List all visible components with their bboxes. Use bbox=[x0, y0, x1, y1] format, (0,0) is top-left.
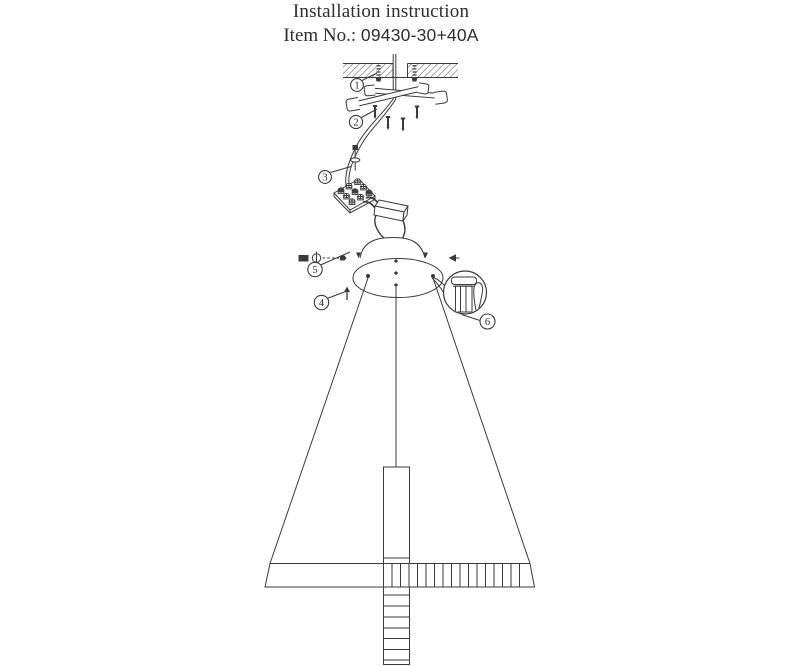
bracket-clip-left-back bbox=[364, 85, 375, 96]
cord-exit-left bbox=[366, 274, 370, 278]
side-screw-exploded bbox=[299, 252, 347, 265]
ceiling bbox=[343, 64, 458, 82]
callout-1-badge bbox=[351, 79, 364, 92]
leader-6 bbox=[462, 315, 481, 321]
callout-3-number: 3 bbox=[322, 172, 328, 184]
ceiling-hole-edges bbox=[393, 64, 408, 78]
canopy bbox=[353, 238, 443, 298]
side-screw-tick-right bbox=[449, 254, 460, 262]
terminal-block bbox=[334, 179, 378, 213]
callout-4-badge bbox=[314, 295, 328, 309]
callout-3-badge bbox=[319, 171, 332, 184]
center-tube-lower bbox=[384, 587, 410, 665]
callout-5-badge bbox=[308, 262, 322, 276]
canopy-dome bbox=[360, 238, 425, 259]
canopy-base-plate bbox=[353, 259, 443, 298]
cord-adjuster-detail bbox=[452, 277, 483, 313]
page-title: Installation instruction bbox=[292, 1, 470, 22]
adjuster-cap bbox=[452, 277, 477, 285]
callout-6-badge bbox=[480, 314, 495, 329]
callout-2-number: 2 bbox=[353, 117, 359, 129]
cord-left bbox=[270, 278, 368, 564]
bracket-clip-right-front bbox=[434, 91, 448, 105]
driver-box bbox=[374, 200, 408, 221]
item-number-value: 09430-30+40A bbox=[360, 25, 479, 45]
callout-6-number: 6 bbox=[484, 317, 491, 329]
callout-4-number: 4 bbox=[318, 298, 325, 310]
bracket-clip-left-front bbox=[346, 98, 360, 112]
item-number-label: Item No.: bbox=[283, 25, 357, 46]
center-tube-upper bbox=[384, 467, 410, 564]
callout-2-badge bbox=[349, 115, 362, 128]
adjuster-body bbox=[456, 286, 473, 312]
bracket-clip-right-back bbox=[417, 83, 429, 95]
ceiling-hatch-left bbox=[343, 64, 393, 78]
leader-4 bbox=[327, 291, 347, 299]
cord-stop-pin bbox=[344, 287, 350, 301]
bottom-ring bbox=[265, 564, 535, 588]
callout-1-number: 1 bbox=[354, 80, 360, 92]
bracket-screws bbox=[373, 105, 419, 132]
leader-3 bbox=[331, 167, 352, 173]
callout-5-number: 5 bbox=[312, 265, 318, 277]
screw-head bbox=[299, 255, 309, 262]
